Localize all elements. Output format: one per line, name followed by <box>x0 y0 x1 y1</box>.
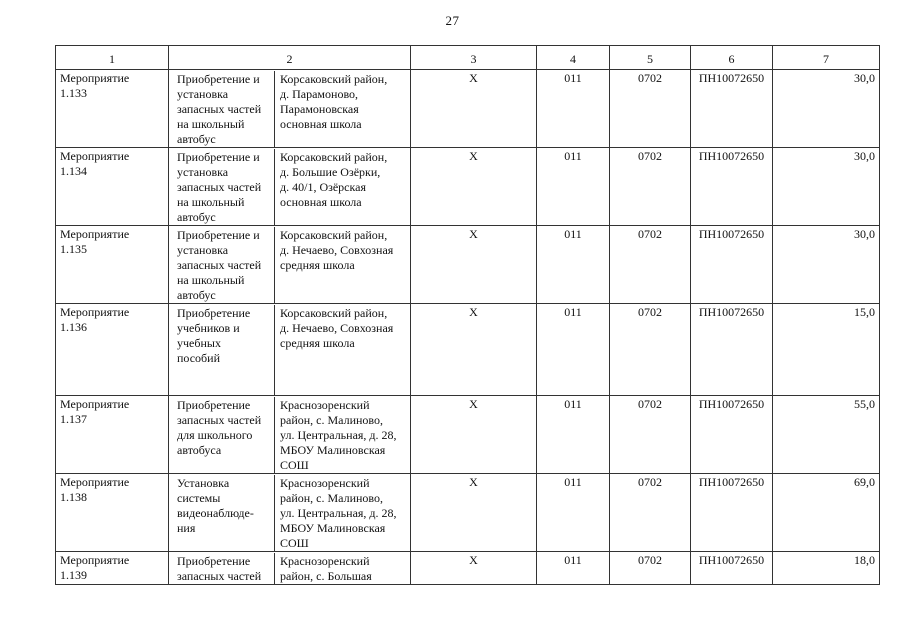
event-label: Мероприятие 1.134 <box>60 149 130 178</box>
col4-cell: 011 <box>537 226 610 304</box>
col5-cell: 0702 <box>610 148 691 226</box>
amount-cell: 30,0 <box>773 226 880 304</box>
amount-cell: 55,0 <box>773 396 880 474</box>
description-cell <box>169 552 411 585</box>
event-cell <box>56 304 169 396</box>
col3-cell: Х <box>411 70 537 148</box>
description-cell <box>169 304 411 396</box>
event-label: Мероприятие 1.138 <box>60 475 130 504</box>
action-text: Приобретение и установка запасных частей на школьный автобус <box>173 149 275 225</box>
col5-cell: 0702 <box>610 396 691 474</box>
col3-cell: Х <box>411 552 537 585</box>
column-header-1: 1 <box>56 46 169 70</box>
col4-cell: 011 <box>537 552 610 585</box>
amount-cell: 15,0 <box>773 304 880 396</box>
description-cell <box>169 148 411 226</box>
amount-cell: 30,0 <box>773 148 880 226</box>
column-header-3: 3 <box>411 46 537 70</box>
col6-cell: ПН10072650 <box>691 70 773 148</box>
action-text: Приобретение и установка запасных частей на школьный автобус <box>173 227 275 303</box>
table-row <box>56 552 880 585</box>
place-text: Корсаковский район, д. Нечаево, Совхозная средняя школа <box>280 306 394 350</box>
event-cell <box>56 70 169 148</box>
table-row <box>56 396 880 474</box>
col6-cell: ПН10072650 <box>691 552 773 585</box>
event-label: Мероприятие 1.137 <box>60 397 130 426</box>
table-row <box>56 70 880 148</box>
col6-cell: ПН10072650 <box>691 304 773 396</box>
col3-cell: Х <box>411 148 537 226</box>
col5-cell: 0702 <box>610 552 691 585</box>
col5-cell: 0702 <box>610 70 691 148</box>
event-cell <box>56 552 169 585</box>
action-text: Приобретение запасных частей для школьного автобуса <box>173 397 275 473</box>
place-text: Корсаковский район, д. Большие Озёрки, д. 40/1, Озёрская основная школа <box>280 150 388 209</box>
event-cell <box>56 396 169 474</box>
table-header-row <box>56 46 880 70</box>
event-label: Мероприятие 1.133 <box>60 71 130 100</box>
description-cell <box>169 226 411 304</box>
place-text: Краснозоренский район, с. Малиново, ул. Центральная, д. 28, МБОУ Малиновская СОШ <box>280 476 397 550</box>
table-row <box>56 226 880 304</box>
place-text: Краснозоренский район, с. Малиново, ул. Центральная, д. 28, МБОУ Малиновская СОШ <box>280 398 397 472</box>
action-text: Приобретение учебников и учебных пособий <box>173 305 275 395</box>
column-header-2: 2 <box>169 46 411 70</box>
page-number: 27 <box>445 13 460 28</box>
col4-cell: 011 <box>537 474 610 552</box>
amount-cell: 30,0 <box>773 70 880 148</box>
action-text: Установка системы видеонаблюде- ния <box>173 475 275 551</box>
action-text: Приобретение и установка запасных частей на школьный автобус <box>173 71 275 147</box>
amount-cell: 18,0 <box>773 552 880 585</box>
col4-cell: 011 <box>537 304 610 396</box>
column-header-6: 6 <box>691 46 773 70</box>
column-header-5: 5 <box>610 46 691 70</box>
col4-cell: 011 <box>537 70 610 148</box>
col6-cell: ПН10072650 <box>691 226 773 304</box>
table-row <box>56 148 880 226</box>
col5-cell: 0702 <box>610 304 691 396</box>
column-header-4: 4 <box>537 46 610 70</box>
event-label: Мероприятие 1.139 <box>60 553 130 582</box>
event-cell <box>56 148 169 226</box>
event-cell <box>56 226 169 304</box>
description-cell <box>169 396 411 474</box>
event-label: Мероприятие 1.135 <box>60 227 130 256</box>
event-cell <box>56 474 169 552</box>
action-text: Приобретение запасных частей <box>173 553 275 584</box>
table-row <box>56 304 880 396</box>
col4-cell: 011 <box>537 148 610 226</box>
amount-cell: 69,0 <box>773 474 880 552</box>
place-text: Корсаковский район, д. Нечаево, Совхозная средняя школа <box>280 228 394 272</box>
col6-cell: ПН10072650 <box>691 148 773 226</box>
table-row <box>56 474 880 552</box>
col3-cell: Х <box>411 396 537 474</box>
col3-cell: Х <box>411 474 537 552</box>
col6-cell: ПН10072650 <box>691 474 773 552</box>
place-text: Корсаковский район, д. Парамоново, Парамоновская основная школа <box>280 72 388 131</box>
event-label: Мероприятие 1.136 <box>60 305 130 334</box>
col5-cell: 0702 <box>610 474 691 552</box>
budget-table <box>55 45 880 585</box>
col6-cell: ПН10072650 <box>691 396 773 474</box>
description-cell <box>169 70 411 148</box>
col5-cell: 0702 <box>610 226 691 304</box>
place-text: Краснозоренский район, с. Большая <box>280 554 372 583</box>
col3-cell: Х <box>411 304 537 396</box>
description-cell <box>169 474 411 552</box>
col4-cell: 011 <box>537 396 610 474</box>
col3-cell: Х <box>411 226 537 304</box>
column-header-7: 7 <box>773 46 880 70</box>
